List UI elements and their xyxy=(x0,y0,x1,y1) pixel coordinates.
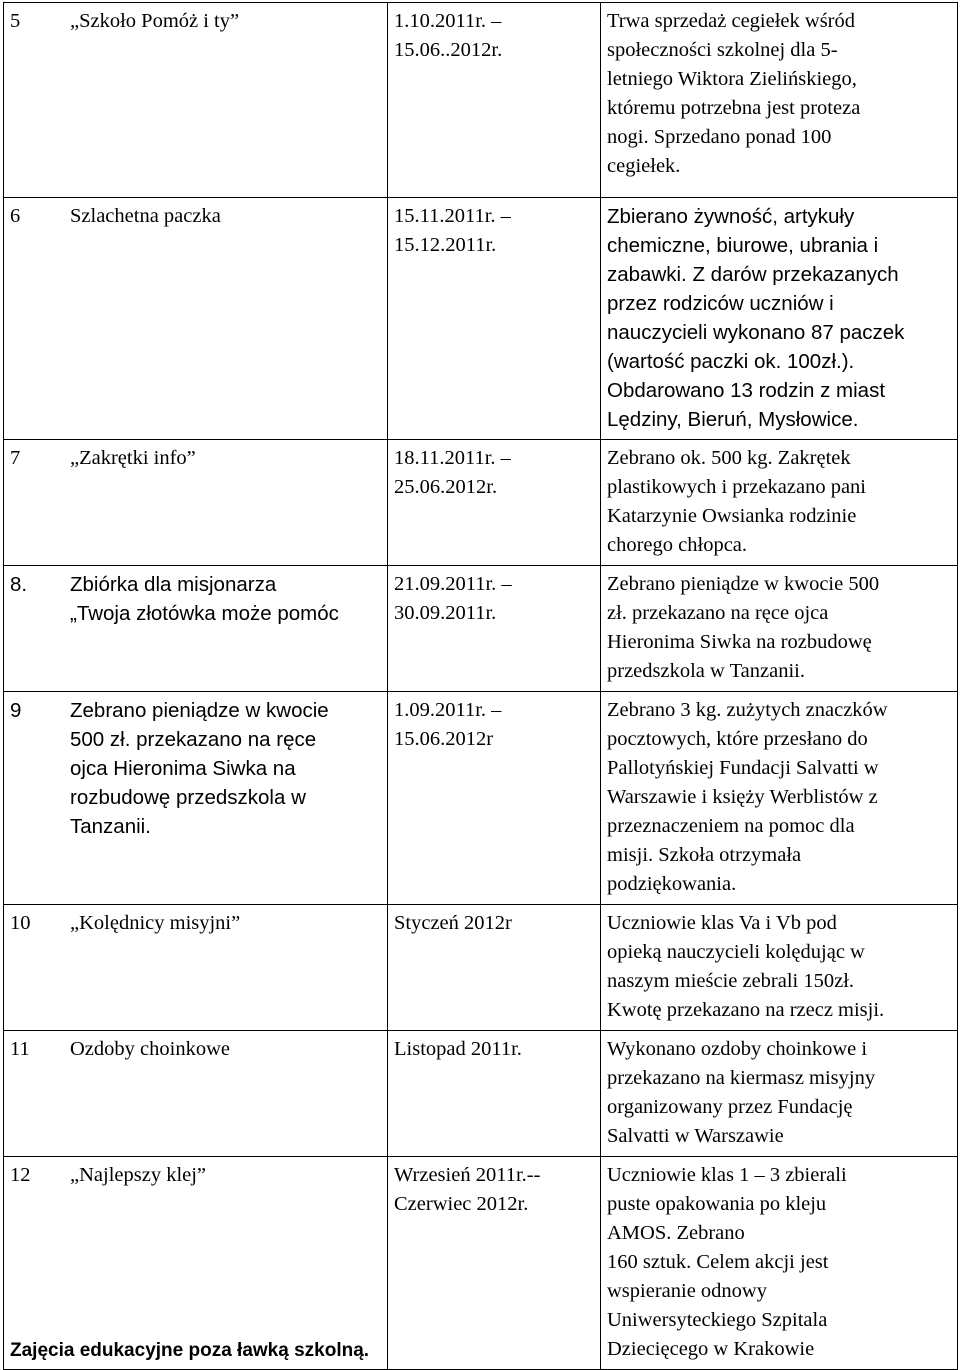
activity-description-cell xyxy=(601,1031,958,1157)
activity-name: „Kolędnicy misyjni” xyxy=(70,912,241,934)
description-line: Dziecięcego w Krakowie xyxy=(607,1338,815,1360)
table-row xyxy=(4,198,958,440)
description-line: Uniwersyteckiego Szpitala xyxy=(607,1309,828,1331)
description-line: Uczniowie klas Va i Vb pod xyxy=(607,912,837,934)
description-line: chemiczne, biurowe, ubrania i xyxy=(607,234,879,257)
table-row xyxy=(4,1157,958,1370)
description-line: opieką nauczycieli kolędując w xyxy=(607,941,865,963)
table-row xyxy=(4,440,958,566)
activity-description-cell xyxy=(601,198,958,440)
date-line: Styczeń 2012r xyxy=(394,912,512,934)
description-line: przez rodziców uczniów i xyxy=(607,292,834,315)
description-line: Zebrano 3 kg. zużytych znaczków xyxy=(607,699,888,721)
description-line: społeczności szkolnej dla 5- xyxy=(607,39,838,61)
activity-name-line: ojca Hieronima Siwka na xyxy=(70,757,296,780)
description-line: Uczniowie klas 1 – 3 zbierali xyxy=(607,1164,847,1186)
row-number: 10 xyxy=(10,912,31,934)
activity-description-cell xyxy=(601,440,958,566)
table-row xyxy=(4,566,958,692)
activity-date-cell xyxy=(388,1031,601,1157)
description-line: zł. przekazano na ręce ojca xyxy=(607,602,829,624)
description-line: letniego Wiktora Zielińskiego, xyxy=(607,68,857,90)
description-line: wspieranie odnowy xyxy=(607,1280,767,1302)
activity-description-cell xyxy=(601,1157,958,1370)
description-line: AMOS. Zebrano xyxy=(607,1222,745,1244)
date-line: 15.11.2011r. – xyxy=(394,205,511,227)
activity-date-cell xyxy=(388,198,601,440)
activity-name-line: Tanzanii. xyxy=(70,815,151,838)
activity-name-cell xyxy=(4,3,388,198)
description-line: 160 sztuk. Celem akcji jest xyxy=(607,1251,829,1273)
description-line: (wartość paczki ok. 100zł.). xyxy=(607,350,855,373)
description-line: Lędziny, Bieruń, Mysłowice. xyxy=(607,408,859,431)
description-line: puste opakowania po kleju xyxy=(607,1193,827,1215)
description-line: Zebrano ok. 500 kg. Zakrętek xyxy=(607,447,851,469)
table-row xyxy=(4,3,958,198)
activity-date-cell xyxy=(388,692,601,905)
description-line: Obdarowano 13 rodzin z miast xyxy=(607,379,886,402)
date-line: Wrzesień 2011r.-- xyxy=(394,1164,541,1186)
activity-description-cell xyxy=(601,3,958,198)
description-line: Katarzynie Owsianka rodzinie xyxy=(607,505,857,527)
description-line: któremu potrzebna jest proteza xyxy=(607,97,861,119)
activity-name-line: 500 zł. przekazano na ręce xyxy=(70,728,317,751)
description-line: Kwotę przekazano na rzecz misji. xyxy=(607,999,885,1021)
description-line: Hieronima Siwka na rozbudowę xyxy=(607,631,872,653)
description-line: podziękowania. xyxy=(607,873,737,895)
activity-name-cell xyxy=(4,566,388,692)
description-line: nogi. Sprzedano ponad 100 xyxy=(607,126,832,148)
activity-name-line: rozbudowę przedszkola w xyxy=(70,786,306,809)
row-number: 12 xyxy=(10,1164,31,1186)
table-row xyxy=(4,905,958,1031)
row-number: 6 xyxy=(10,205,21,227)
description-line: przeznaczeniem na pomoc dla xyxy=(607,815,855,837)
activity-date-cell xyxy=(388,440,601,566)
description-line: Trwa sprzedaż cegiełek wśród xyxy=(607,10,856,32)
row-number: 11 xyxy=(10,1038,30,1060)
activity-date-cell xyxy=(388,3,601,198)
activity-name: „Najlepszy klej” xyxy=(70,1164,207,1186)
activity-name: Ozdoby choinkowe xyxy=(70,1038,230,1060)
activity-description-cell xyxy=(601,566,958,692)
activity-description-cell xyxy=(601,692,958,905)
date-line: 30.09.2011r. xyxy=(394,602,497,624)
table-row xyxy=(4,692,958,905)
date-line: 1.10.2011r. – xyxy=(394,10,502,32)
description-line: cegiełek. xyxy=(607,155,681,177)
activity-date-cell xyxy=(388,1157,601,1370)
description-line: Pallotyńskiej Fundacji Salvatti w xyxy=(607,757,879,779)
activity-date-cell xyxy=(388,566,601,692)
activity-name-cell xyxy=(4,1031,388,1157)
description-line: pocztowych, które przesłano do xyxy=(607,728,868,750)
activity-name-cell xyxy=(4,440,388,566)
date-line: 1.09.2011r. – xyxy=(394,699,502,721)
description-line: Zebrano pieniądze w kwocie 500 xyxy=(607,573,880,595)
date-line: Czerwiec 2012r. xyxy=(394,1193,529,1215)
description-line: plastikowych i przekazano pani xyxy=(607,476,867,498)
date-line: 25.06.2012r. xyxy=(394,476,498,498)
section-heading: Zajęcia edukacyjne poza ławką szkolną. xyxy=(10,1340,370,1361)
activity-name: „Szkoło Pomóż i ty” xyxy=(70,10,240,32)
description-line: nauczycieli wykonano 87 paczek xyxy=(607,321,905,344)
description-line: chorego chłopca. xyxy=(607,534,748,556)
description-line: Salvatti w Warszawie xyxy=(607,1125,784,1147)
activities-table xyxy=(3,2,958,1370)
date-line: 15.12.2011r. xyxy=(394,234,497,256)
description-line: organizowany przez Fundację xyxy=(607,1096,853,1118)
date-line: 15.06..2012r. xyxy=(394,39,503,61)
activity-name-cell xyxy=(4,692,388,905)
description-line: przedszkola w Tanzanii. xyxy=(607,660,805,682)
date-line: 21.09.2011r. – xyxy=(394,573,512,595)
activity-name-cell xyxy=(4,1157,388,1370)
table-row xyxy=(4,1031,958,1157)
description-line: przekazano na kiermasz misyjny xyxy=(607,1067,876,1089)
activity-name-cell xyxy=(4,198,388,440)
date-line: Listopad 2011r. xyxy=(394,1038,522,1060)
row-number: 5 xyxy=(10,10,21,32)
activity-name-line: 9 Zebrano pieniądze w kwocie xyxy=(10,699,329,722)
activity-name: Szlachetna paczka xyxy=(70,205,221,227)
date-line: 15.06.2012r xyxy=(394,728,494,750)
description-line: Warszawie i księży Werblistów z xyxy=(607,786,878,808)
description-line: zabawki. Z darów przekazanych xyxy=(607,263,899,286)
description-line: misji. Szkoła otrzymała xyxy=(607,844,802,866)
row-number: 8. xyxy=(10,573,28,596)
activity-date-cell xyxy=(388,905,601,1031)
activity-name-line: „Twoja złotówka może pomóc xyxy=(70,602,339,625)
description-line: Zbierano żywność, artykuły xyxy=(607,205,855,228)
row-number: 7 xyxy=(10,447,21,469)
activity-name-cell xyxy=(4,905,388,1031)
date-line: 18.11.2011r. – xyxy=(394,447,511,469)
activity-name-line: 8. Zbiórka dla misjonarza xyxy=(10,573,276,596)
description-line: naszym mieście zebrali 150zł. xyxy=(607,970,855,992)
activity-description-cell xyxy=(601,905,958,1031)
row-number: 9 xyxy=(10,699,22,722)
description-line: Wykonano ozdoby choinkowe i xyxy=(607,1038,868,1060)
activity-name: „Zakrętki info” xyxy=(70,447,196,469)
